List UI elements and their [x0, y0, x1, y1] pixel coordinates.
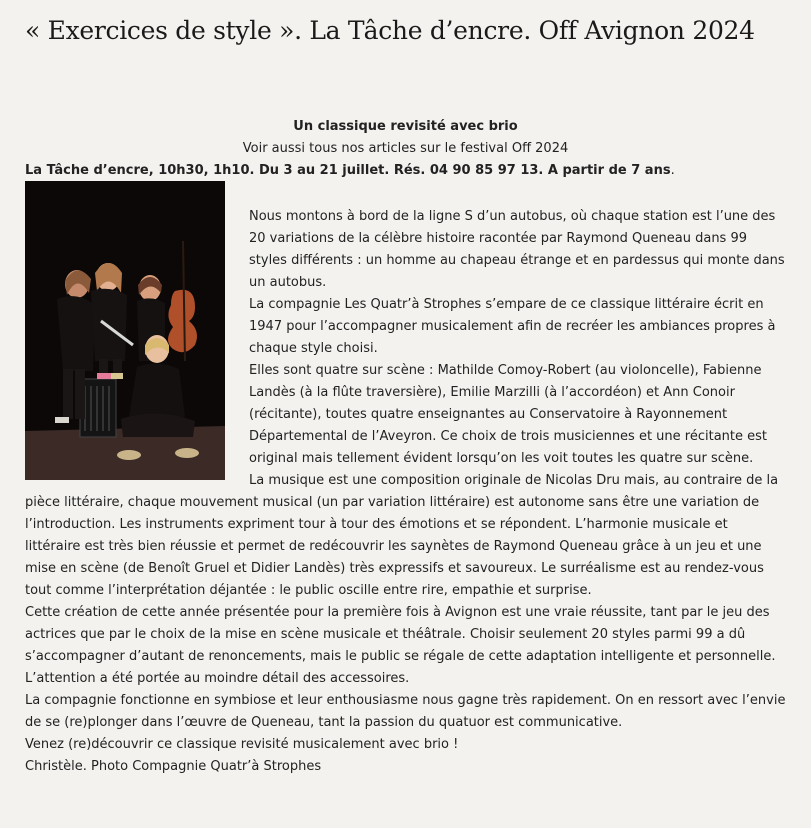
article-paragraph-4: La musique est une composition originale de Nicolas Dru mais, au contraire de la pièce littéraire, chaque mouvement musical (un par variation littéraire) est autonome sans être une variation de l’introduction. Les instruments expriment tour à tour des émotions et se répondent. L’harmonie musicale et littéraire est très bien réussie et permet de redécouvrir les saynètes de Raymond Queneau grâce à un jeu et une mise en scène (de Benoît Gruel et Didier Landès) très expressifs et savoureux. Le surréalisme est au rendez-vous tout comme l’interprétation déjantée : le public oscille entre rire, empathie et surprise.: [25, 473, 779, 598]
article-signature: Christèle. Photo Compagnie Quatr’à Strophes: [25, 759, 322, 774]
article-paragraph-1: Nous montons à bord de la ligne S d’un autobus, où chaque station est l’une des 20 variations de la célèbre histoire racontée par Raymond Queneau dans 99 styles différents : un homme au chapeau étrange et en pardessus qui monte dans un autobus.: [249, 209, 785, 290]
article-paragraph-6: La compagnie fonctionne en symbiose et leur enthousiasme nous gagne très rapidement. On en ressort avec l’envie de se (re)plonger dans l’œuvre de Queneau, tant la passion du quatuor est communicative.: [25, 693, 786, 730]
page-title: « Exercices de style ». La Tâche d’encre. Off Avignon 2024: [25, 16, 755, 45]
show-info-end: .: [670, 163, 675, 178]
article-paragraph-7: Venez (re)découvrir ce classique revisité musicalement avec brio !: [25, 737, 459, 752]
article-paragraph-5: Cette création de cette année présentée pour la première fois à Avignon est une vraie réussite, tant par le jeu des actrices que par le choix de la mise en scène musicale et théâtrale. Choisir seulement 20 styles parmi 99 a dû s’accompagner d’autant de renoncements, mais le public se régale de cette adaptation intelligente et personnelle. L’attention a été portée au moindre détail des accessoires.: [25, 605, 776, 686]
article-subtitle: Un classique revisité avec brio: [293, 119, 518, 134]
photo-float-spacer: [25, 206, 249, 481]
show-info: [25, 160, 675, 182]
article-body: [25, 206, 787, 778]
article-paragraph-3: Elles sont quatre sur scène : Mathilde Comoy-Robert (au violoncelle), Fabienne Landès (à la flûte traversière), Emilie Marzilli (à l’accordéon) et Ann Conoir (récitante), toutes quatre enseignantes au Conservatoire à Rayonnement Départemental de l’Aveyron. Ce choix de trois musiciennes et une récitante est original mais tellement évident lorsqu’on les voit toutes les quatre sur scène.: [249, 363, 768, 466]
article-paragraph-2: La compagnie Les Quatr’à Strophes s’empare de ce classique littéraire écrit en 1947 pour l’accompagner musicalement afin de recréer les ambiances propres à chaque style choisi.: [249, 297, 776, 356]
see-also-prefix: Voir aussi: [242, 141, 310, 156]
festival-articles-link[interactable]: tous nos articles sur le festival Off 2024: [309, 141, 569, 156]
show-info-details: La Tâche d’encre, 10h30, 1h10. Du 3 au 21 juillet. Rés. 04 90 85 97 13. A partir de 7 ans: [25, 163, 671, 178]
see-also-line: [0, 138, 811, 160]
